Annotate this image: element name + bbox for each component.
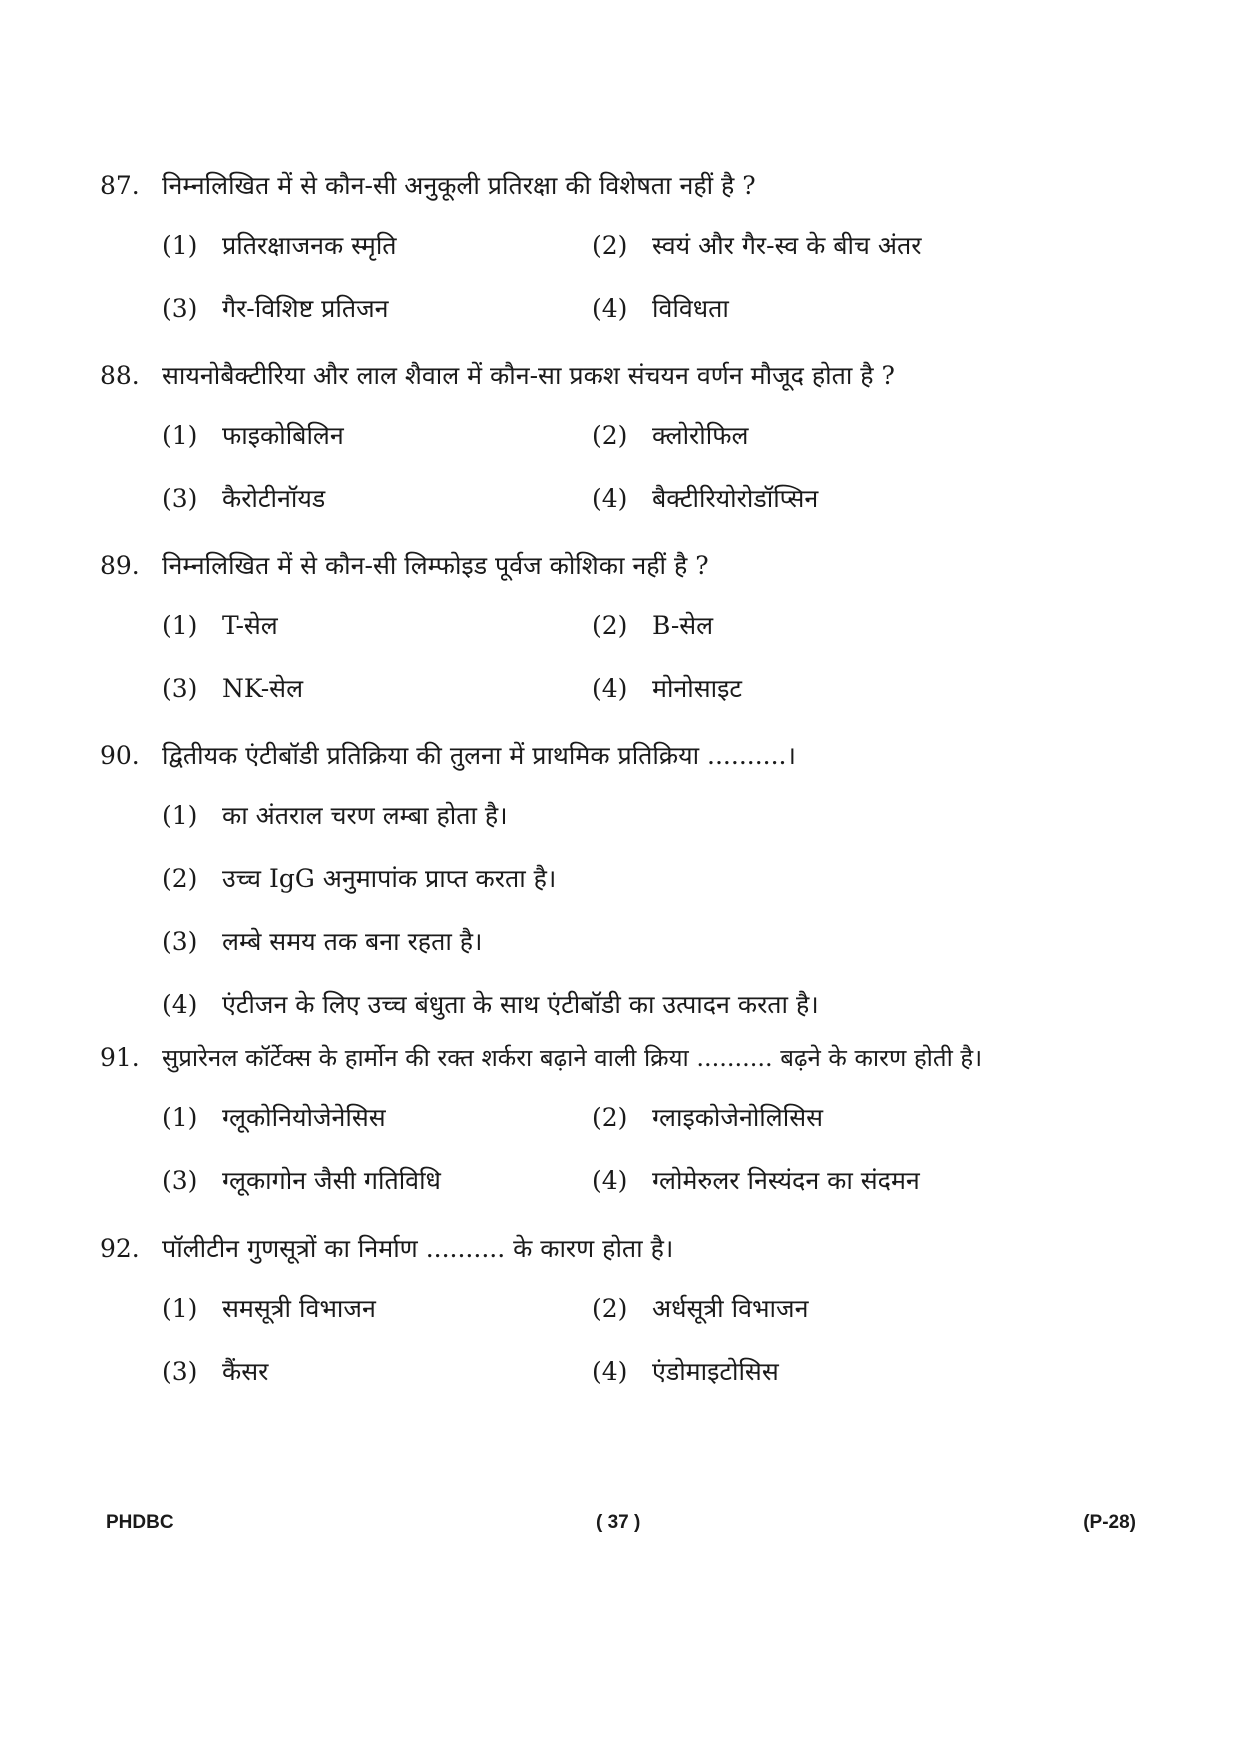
question-number: 89.: [100, 551, 140, 580]
option-label: (4): [162, 990, 198, 1019]
option-1: [162, 1100, 592, 1136]
option-label: (3): [162, 1357, 198, 1386]
option-2: [592, 608, 1022, 644]
option-3: [162, 481, 592, 517]
question-number: 91.: [100, 1043, 140, 1072]
option-label: (2): [592, 231, 628, 260]
option-2: [592, 1291, 1022, 1327]
option-label: (1): [162, 1294, 198, 1323]
option-label: (2): [592, 1294, 628, 1323]
option-text: मोनोसाइट: [652, 674, 743, 703]
option-text: फाइकोबिलिन: [222, 421, 344, 450]
question-text: निम्नलिखित में से कौन-सी अनुकूली प्रतिरक्षा की विशेषता नहीं है ?: [162, 171, 756, 200]
option-text: NK-सेल: [222, 674, 304, 703]
option-label: (2): [592, 421, 628, 450]
option-3: [162, 291, 592, 327]
option-label: (4): [592, 674, 628, 703]
option-text: अर्धसूत्री विभाजन: [652, 1294, 809, 1323]
option-2: [592, 228, 1022, 264]
option-4: [592, 1354, 1022, 1390]
option-3: [162, 1163, 592, 1199]
question-text: निम्नलिखित में से कौन-सी लिम्फोइड पूर्वज कोशिका नहीं है ?: [162, 551, 709, 580]
option-text: T-सेल: [222, 611, 278, 640]
option-label: (4): [592, 1166, 628, 1195]
option-4: [592, 481, 1022, 517]
option-1: [162, 798, 1062, 834]
option-text: ग्लाइकोजेनोलिसिस: [652, 1103, 824, 1132]
option-label: (1): [162, 421, 198, 450]
question-number: 87.: [100, 171, 140, 200]
option-text: प्रतिरक्षाजनक स्मृति: [222, 231, 397, 260]
option-1: [162, 608, 592, 644]
option-3: [162, 1354, 592, 1390]
footer-code: PHDBC: [106, 1512, 174, 1533]
question-91: [100, 1040, 1140, 1226]
question-88: [100, 358, 1140, 544]
option-text: स्वयं और गैर-स्व के बीच अंतर: [652, 231, 922, 260]
question-92: [100, 1231, 1140, 1417]
footer-series: (P-28): [1083, 1512, 1136, 1533]
question-text: द्वितीयक एंटीबॉडी प्रतिक्रिया की तुलना में प्राथमिक प्रतिक्रिया ..........।: [162, 741, 796, 770]
page-number: ( 37 ): [596, 1512, 641, 1533]
option-4: [162, 987, 1062, 1023]
question-89: [100, 548, 1140, 734]
question-90: [100, 738, 1140, 1050]
option-label: (2): [162, 864, 198, 893]
option-label: (3): [162, 294, 198, 323]
option-label: (1): [162, 801, 198, 830]
option-label: (2): [592, 1103, 628, 1132]
option-text: का अंतराल चरण लम्बा होता है।: [222, 801, 508, 830]
option-label: (3): [162, 1166, 198, 1195]
option-2: [592, 418, 1022, 454]
option-text: बैक्टीरियोरोडॉप्सिन: [652, 484, 819, 513]
option-text: ग्लूकोनियोजेनेसिस: [222, 1103, 386, 1132]
option-text: उच्च IgG अनुमापांक प्राप्त करता है।: [222, 864, 557, 893]
option-text: B-सेल: [652, 611, 714, 640]
option-4: [592, 1163, 1022, 1199]
option-label: (3): [162, 484, 198, 513]
option-text: कैरोटीनॉयड: [222, 484, 326, 513]
option-1: [162, 418, 592, 454]
option-2: [592, 1100, 1022, 1136]
question-number: 92.: [100, 1234, 140, 1263]
option-label: (4): [592, 294, 628, 323]
option-label: (1): [162, 231, 198, 260]
question-87: [100, 168, 1140, 354]
question-text: सायनोबैक्टीरिया और लाल शैवाल में कौन-सा प्रकश संचयन वर्णन मौजूद होता है ?: [162, 361, 895, 390]
option-text: समसूत्री विभाजन: [222, 1294, 376, 1323]
question-text: पॉलीटीन गुणसूत्रों का निर्माण .......... के कारण होता है।: [162, 1234, 674, 1263]
question-number: 88.: [100, 361, 140, 390]
question-text: सुप्रारेनल कॉर्टेक्स के हार्मोन की रक्त शर्करा बढ़ाने वाली क्रिया .......... बढ़ने के कारण होती है।: [162, 1044, 983, 1072]
option-label: (4): [592, 484, 628, 513]
option-3: [162, 671, 592, 707]
page-footer: [106, 1512, 1136, 1542]
option-1: [162, 1291, 592, 1327]
option-text: क्लोरोफिल: [652, 421, 749, 450]
option-text: एंटीजन के लिए उच्च बंधुता के साथ एंटीबॉडी का उत्पादन करता है।: [222, 990, 819, 1019]
option-label: (3): [162, 674, 198, 703]
option-text: विविधता: [652, 294, 729, 323]
option-1: [162, 228, 592, 264]
option-text: ग्लोमेरुलर निस्यंदन का संदमन: [652, 1166, 920, 1195]
option-label: (2): [592, 611, 628, 640]
option-4: [592, 291, 1022, 327]
option-text: एंडोमाइटोसिस: [652, 1357, 779, 1386]
option-text: लम्बे समय तक बना रहता है।: [222, 927, 483, 956]
option-2: [162, 861, 1062, 897]
option-4: [592, 671, 1022, 707]
option-label: (1): [162, 1103, 198, 1132]
option-text: कैंसर: [222, 1357, 269, 1386]
question-number: 90.: [100, 741, 140, 770]
option-label: (3): [162, 927, 198, 956]
option-label: (4): [592, 1357, 628, 1386]
option-3: [162, 924, 1062, 960]
option-label: (1): [162, 611, 198, 640]
option-text: ग्लूकागोन जैसी गतिविधि: [222, 1166, 441, 1195]
option-text: गैर-विशिष्ट प्रतिजन: [222, 294, 389, 323]
